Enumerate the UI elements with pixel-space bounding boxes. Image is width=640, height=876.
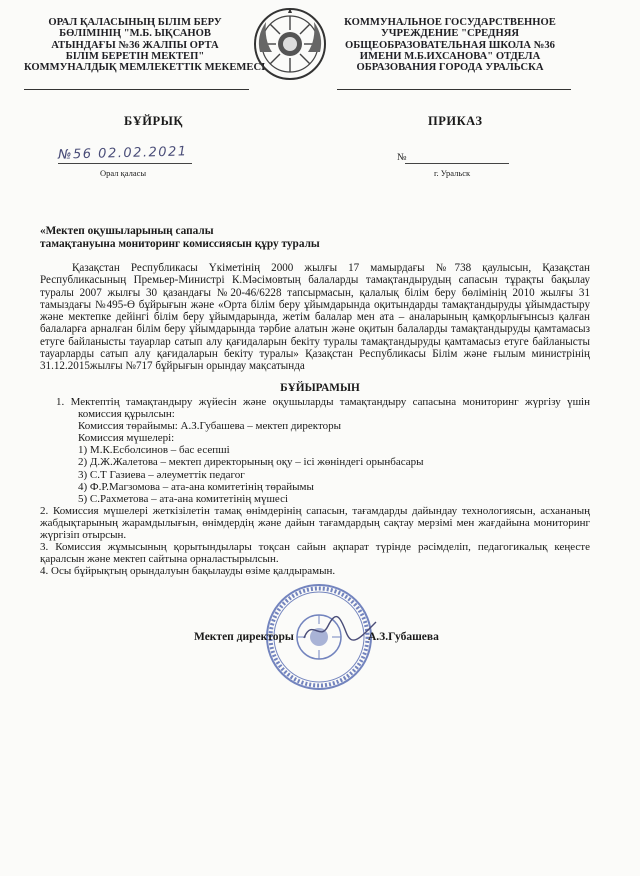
title-russian: ПРИКАЗ [428,114,483,128]
header-left-line: ОРАЛ ҚАЛАСЫНЫҢ БІЛІМ БЕРУ [48,17,222,28]
header-left-line: БӨЛІМІНІҢ "М.Б. ЫҚСАНОВ [59,28,211,40]
signature-role: Мектеп директоры [194,631,294,643]
number-label: № [397,152,407,163]
header-right-russian [338,17,562,73]
member-line: 5) С.Рахметова – ата-ана комитетінің мүшесі [78,492,289,505]
header-left-line: АТЫНДАҒЫ №36 ЖАЛПЫ ОРТА [51,39,219,51]
header-right-line: ОБРАЗОВАНИЯ ГОРОДА УРАЛЬСКА [356,62,544,74]
member-line: 4) Ф.Р.Магзомова – ата-ана комитетінің төрайымы [78,480,314,493]
item-2: 2. Комиссия мүшелері жеткізілетін тамақ өнімдерінің сапасын, тағамдарды дайындау технологиясын, асхананың жабдықтарының жарамдылығын, өнімдердің және дайын тағамдардың сақтау мерзімі мен жағдайына мониторинг жүргізіп отырсын. [40,504,590,542]
place-russian: г. Уральск [434,168,471,178]
members-label: Комиссия мүшелері: [78,432,175,445]
member-line: 2) Д.Ж.Жалетова – мектеп директорының оқу – ісі жөніндегі орынбасары [78,456,424,469]
header-right-line: КОММУНАЛЬНОЕ ГОСУДАРСТВЕННОЕ [344,17,556,28]
handwritten-doc-number: №56 02.02.2021 [57,144,188,163]
number-underline-left [58,163,192,164]
order-heading: БҰЙЫРАМЫН [280,382,360,394]
header-right-line: УЧРЕЖДЕНИЕ "СРЕДНЯЯ [380,28,519,40]
member-line: 1) М.К.Есболсинов – бас есепші [78,444,230,457]
preamble-paragraph: Қазақстан Республикасы Үкіметінің 2000 жылғы 17 мамырдағы №738 қаулысын, Қазақстан Республикасының Премьер-Министрі К.Мәсімовтың балаларды тамақтандырудың сапасын тұрақты бақылау туралы 2007 жылғы 30 қазандағы №20-46/6228 тапсырмасын, қалалық білім беру бөлімінің 2010 жылғы 31 тамыздағы №495-Ө бұйрығын және «Орта білім беру ұйымдарында оқитындарды тамақтандыруды ұйымдастыру және мектепке дейінгі білім беру ұйымдарында, жетім балалар мен ата – аналарының қамқорлығынсыз қалған балаларға арналған білім беру ұйымдарында тәрбие алатын және оқитын балаларды тамақтандыруды қамтамасыз етуге байланысты тауарлар сатып алу қағидаларын бекіту туралы тамақтандыруды қамтамасыз етуге байланысты тауарларды сатып алу қағидаларын бекіту туралы» Қазақстан Республикасы Білім және ғылым министрінің 31.12.2015жылғы №717 бұйрығын орындау мақсатында [40,262,590,373]
header-divider-right [337,89,571,90]
subject-line: тамақтануына мониторинг комиссиясын құру туралы [40,237,320,250]
number-underline-right [405,163,509,164]
order-subject [40,225,320,250]
title-kazakh: БҰЙРЫҚ [124,114,183,128]
header-left-line: БІЛІМ БЕРЕТІН МЕКТЕП" [65,50,205,62]
item-3: 3. Комиссия жұмысының қорытындылары тоқсан сайын ақпарат түрінде рәсімделіп, педагогикалық кеңесте қаралсын және мектеп сайтына орналастырылсын. [40,541,590,566]
member-line: 3) С.Т Газиева – әлеуметтік педагог [78,468,245,481]
header-left-kazakh [24,17,266,74]
header-divider-left [24,89,249,90]
commission-chair: Комиссия төрайымы: А.З.Губашева – мектеп директоры [78,420,342,433]
item-4: 4. Осы бұйрықтың орындалуын бақылауды өзіме қалдырамын. [40,565,336,578]
header-right-line: ИМЕНИ М.Б.ИХСАНОВА" ОТДЕЛА [359,50,541,62]
order-items [40,396,590,577]
state-emblem-icon [252,6,328,82]
subject-line: «Мектеп оқушыларының сапалы [40,225,214,237]
header-left-line: КОММУНАЛДЫҚ МЕМЛЕКЕТТІК МЕКЕМЕСІ [24,62,266,74]
signature-name: А.З.Губашева [368,631,439,643]
item-1: 1. Мектептің тамақтандыру жүйесін және оқушыларды тамақтандыру сапасына мониторинг жүргізу үшін комиссия құрылсын: [56,396,590,421]
place-kazakh: Орал қаласы [100,168,147,178]
header-right-line: ОБЩЕОБРАЗОВАТЕЛЬНАЯ ШКОЛА №36 [345,39,555,51]
